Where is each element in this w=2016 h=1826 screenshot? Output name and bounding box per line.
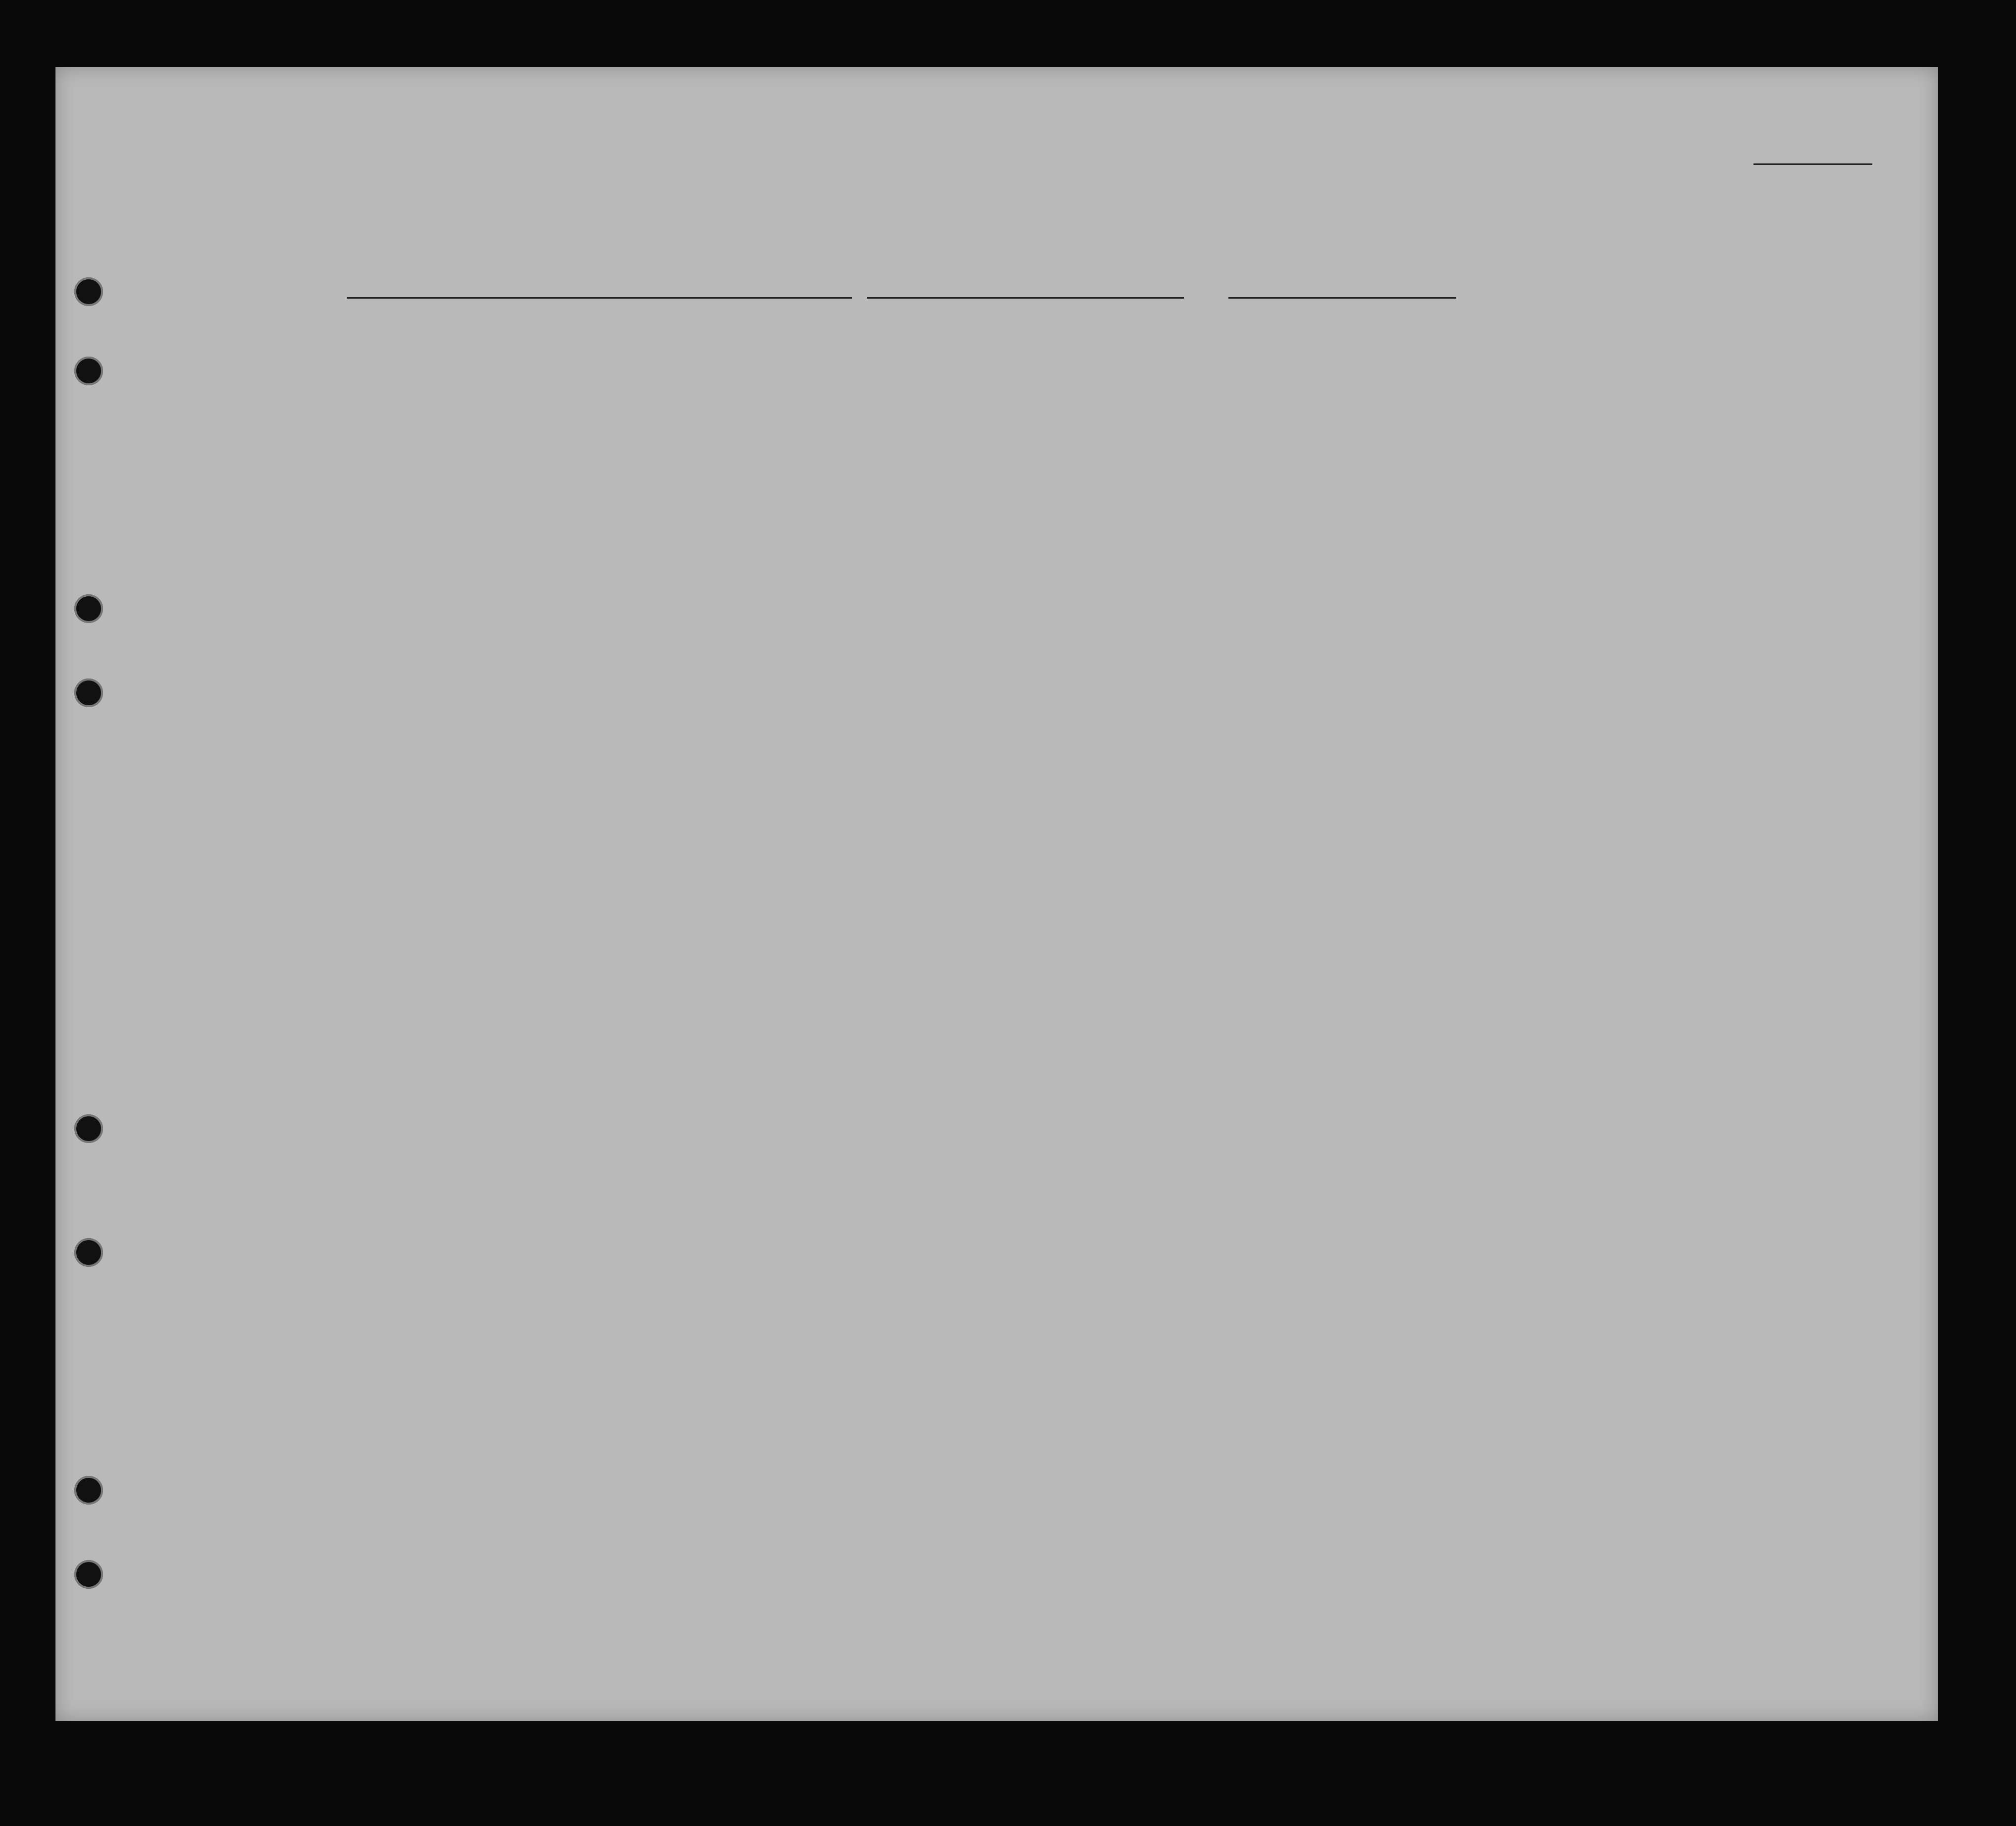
header-money [703,357,726,485]
header-purpose-a [1159,381,1196,485]
header-purpose-c [1238,381,1273,485]
header-q28 [1363,357,1403,485]
header-ticket [581,357,603,485]
header-purpose-b [1200,381,1234,485]
header-q31 [1474,357,1496,485]
header-feet [1616,451,1631,480]
header-q30 [1449,357,1471,485]
header-polygamist [1315,357,1335,485]
header-prison [1279,357,1309,485]
header-anarchist [1338,357,1358,485]
header-inches [1637,441,1652,480]
header-q29 [1407,357,1444,485]
